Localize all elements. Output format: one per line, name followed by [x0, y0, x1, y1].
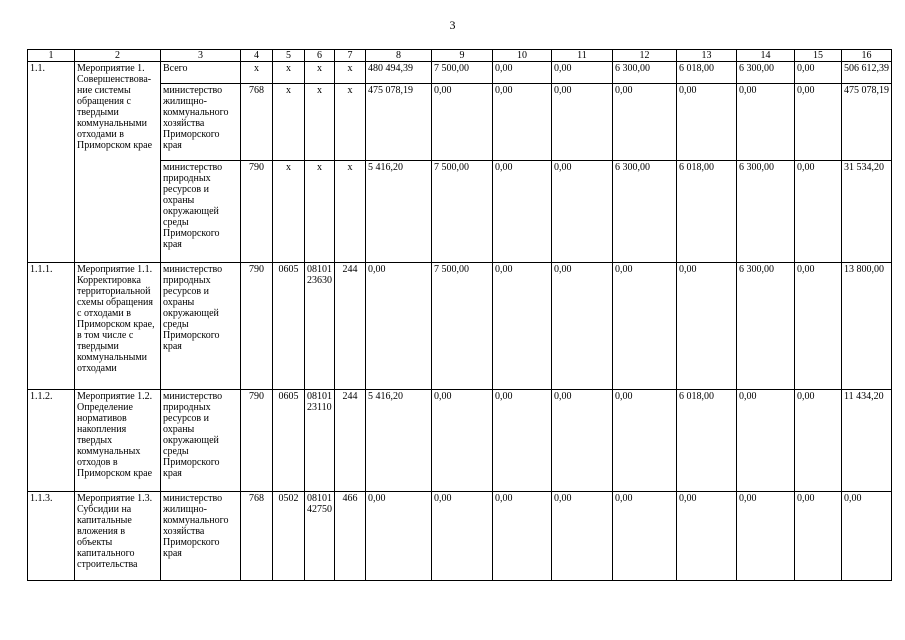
event-name: Мероприятие 1.1. Корректировка территориальной схемы обращения с отходами в Приморском крае, в том числе с твердыми коммунальными отходами: [75, 263, 161, 390]
table-cell: 6 300,00: [737, 161, 795, 263]
table-cell: 466: [335, 492, 366, 581]
table-cell: 08101 23630: [305, 263, 335, 390]
table-cell: 0,00: [552, 492, 613, 581]
table-cell: 0605: [273, 263, 305, 390]
table-cell: 790: [241, 390, 273, 492]
event-name: Мероприятие 1.3. Субсидии на капитальные вложения в объекты капитального строительства: [75, 492, 161, 581]
table-cell: 0,00: [613, 263, 677, 390]
table-cell: 0,00: [493, 62, 552, 84]
table-cell: 0,00: [795, 84, 842, 161]
table-row: [28, 390, 892, 492]
table-cell: 768: [241, 492, 273, 581]
event-name: Мероприятие 1. Совершенствова-ние системы обращения с твердыми коммунальными отходами в Приморском крае: [75, 62, 161, 263]
table-cell: 0,00: [737, 84, 795, 161]
table-cell: 0,00: [432, 84, 493, 161]
table-cell: 0,00: [795, 390, 842, 492]
table-row: [28, 62, 892, 84]
table-cell: 6 300,00: [613, 62, 677, 84]
table-cell: 0,00: [795, 492, 842, 581]
table-cell: x: [305, 161, 335, 263]
executor-cell: министерство природных ресурсов и охраны окружающей среды Приморского края: [161, 390, 241, 492]
table-cell: 0,00: [432, 390, 493, 492]
column-header: 16: [842, 50, 892, 62]
row-code: 1.1.: [28, 62, 75, 263]
budget-table: [27, 49, 892, 581]
table-cell: 475 078,19: [366, 84, 432, 161]
table-cell: x: [305, 62, 335, 84]
table-cell: 0,00: [552, 390, 613, 492]
table-cell: 506 612,39: [842, 62, 892, 84]
table-cell: 0,00: [613, 492, 677, 581]
table-cell: 6 300,00: [737, 62, 795, 84]
table-cell: 790: [241, 263, 273, 390]
column-header: 8: [366, 50, 432, 62]
page-number: 3: [449, 18, 456, 32]
table-cell: 13 800,00: [842, 263, 892, 390]
table-cell: 0,00: [493, 161, 552, 263]
table-cell: 5 416,20: [366, 161, 432, 263]
table-cell: 6 018,00: [677, 390, 737, 492]
column-header: 3: [161, 50, 241, 62]
table-cell: 0,00: [552, 62, 613, 84]
table-cell: 0,00: [795, 161, 842, 263]
table-cell: 0,00: [737, 492, 795, 581]
table-cell: x: [241, 62, 273, 84]
table-cell: 768: [241, 84, 273, 161]
table-cell: 0,00: [552, 263, 613, 390]
table-cell: 6 018,00: [677, 62, 737, 84]
table-cell: 0605: [273, 390, 305, 492]
table-cell: x: [335, 161, 366, 263]
table-cell: 475 078,19: [842, 84, 892, 161]
table-cell: x: [335, 84, 366, 161]
column-header: 11: [552, 50, 613, 62]
table-cell: 0,00: [795, 62, 842, 84]
column-header: 9: [432, 50, 493, 62]
table-cell: 0,00: [493, 263, 552, 390]
column-header: 14: [737, 50, 795, 62]
executor-cell: министерство природных ресурсов и охраны окружающей среды Приморского края: [161, 161, 241, 263]
row-code: 1.1.3.: [28, 492, 75, 581]
table-cell: 0,00: [842, 492, 892, 581]
table-row: [28, 263, 892, 390]
table-row: [28, 492, 892, 581]
column-header: 13: [677, 50, 737, 62]
column-header: 2: [75, 50, 161, 62]
table-cell: 0,00: [552, 84, 613, 161]
table-cell: 0,00: [677, 492, 737, 581]
table-cell: x: [335, 62, 366, 84]
table-cell: 0,00: [493, 492, 552, 581]
table-cell: 0,00: [737, 390, 795, 492]
column-header: 7: [335, 50, 366, 62]
table-cell: 6 018,00: [677, 161, 737, 263]
header-row: [28, 50, 892, 62]
executor-cell: Всего: [161, 62, 241, 84]
table-cell: 7 500,00: [432, 62, 493, 84]
table-cell: 790: [241, 161, 273, 263]
column-header: 15: [795, 50, 842, 62]
table-cell: 0,00: [366, 492, 432, 581]
executor-cell: министерство жилищно-коммунального хозяйства Приморского края: [161, 84, 241, 161]
table-cell: 0,00: [677, 84, 737, 161]
table-cell: 7 500,00: [432, 263, 493, 390]
table-cell: 0,00: [613, 390, 677, 492]
table-cell: 08101 42750: [305, 492, 335, 581]
table-cell: 0,00: [493, 84, 552, 161]
column-header: 4: [241, 50, 273, 62]
table-cell: 0,00: [677, 263, 737, 390]
table-cell: 244: [335, 390, 366, 492]
table-cell: 0,00: [795, 263, 842, 390]
column-header: 1: [28, 50, 75, 62]
row-code: 1.1.2.: [28, 390, 75, 492]
column-header: 10: [493, 50, 552, 62]
executor-cell: министерство жилищно-коммунального хозяйства Приморского края: [161, 492, 241, 581]
table-cell: x: [273, 161, 305, 263]
table-cell: 11 434,20: [842, 390, 892, 492]
table-cell: 0,00: [493, 390, 552, 492]
table-cell: x: [273, 62, 305, 84]
table-cell: 5 416,20: [366, 390, 432, 492]
table-cell: 0502: [273, 492, 305, 581]
table-cell: x: [305, 84, 335, 161]
table-cell: 7 500,00: [432, 161, 493, 263]
column-header: 6: [305, 50, 335, 62]
table-cell: 0,00: [552, 161, 613, 263]
table-cell: 6 300,00: [613, 161, 677, 263]
table-cell: 6 300,00: [737, 263, 795, 390]
table-cell: 0,00: [432, 492, 493, 581]
table-cell: 31 534,20: [842, 161, 892, 263]
column-header: 12: [613, 50, 677, 62]
executor-cell: министерство природных ресурсов и охраны окружающей среды Приморского края: [161, 263, 241, 390]
table-cell: x: [273, 84, 305, 161]
column-header: 5: [273, 50, 305, 62]
table-cell: 480 494,39: [366, 62, 432, 84]
event-name: Мероприятие 1.2. Определение нормативов накопления твердых коммунальных отходов в Приморском крае: [75, 390, 161, 492]
row-code: 1.1.1.: [28, 263, 75, 390]
table-cell: 244: [335, 263, 366, 390]
table-cell: 0,00: [613, 84, 677, 161]
table-cell: 0,00: [366, 263, 432, 390]
table-cell: 08101 23110: [305, 390, 335, 492]
